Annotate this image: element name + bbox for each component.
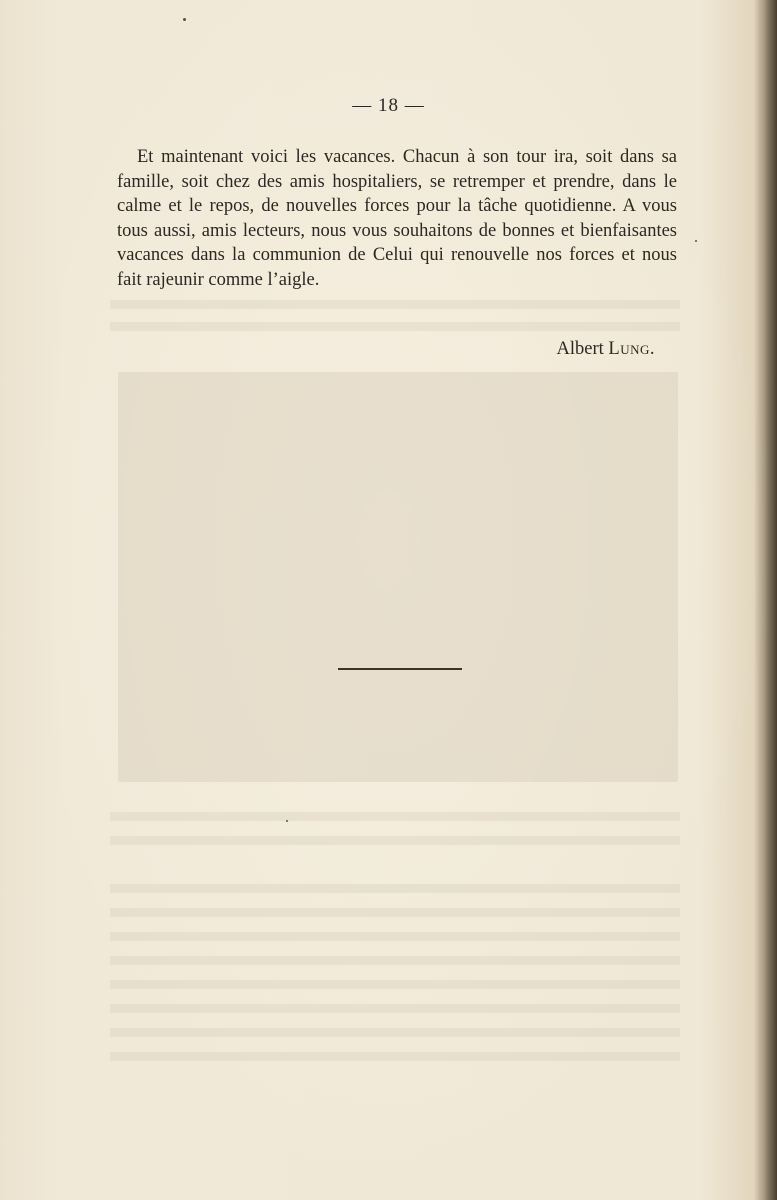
body-paragraph: Et maintenant voici les vacances. Chacun à son tour ira, soit dans sa famille, soit chez des amis hospitaliers, se retremper et prendre, dans le calme et le repos, de nouvelles forces pour la tâche quotidienne. A vous tous aussi, amis lecteurs, nous vous souhaitons de bonnes et bienfaisantes vacances dans la communion de Celui qui renouvelle nos forces et nous fait rajeunir comme l’aigle. <box>117 147 677 290</box>
bleed-through-line <box>110 1028 680 1037</box>
bleed-through-line <box>110 1052 680 1061</box>
signature-first-name: Albert <box>556 339 609 359</box>
bleed-through-line <box>110 908 680 917</box>
page-edge-shadow <box>765 0 777 1200</box>
page-number: — 18 — <box>352 95 425 116</box>
paper-speck <box>286 820 288 822</box>
signature <box>557 339 655 360</box>
bleed-through-line <box>110 956 680 965</box>
bleed-through-line <box>110 884 680 893</box>
bleed-through-line <box>110 1004 680 1013</box>
paper-speck <box>183 18 186 21</box>
bleed-through-shadow <box>118 372 678 782</box>
signature-last-name: Lung. <box>608 339 655 359</box>
separator-rule <box>338 668 462 670</box>
bleed-through-line <box>110 322 680 331</box>
bleed-through-line <box>110 932 680 941</box>
bleed-through-line <box>110 980 680 989</box>
bleed-through-line <box>110 812 680 821</box>
bleed-through-line <box>110 836 680 845</box>
bleed-through-line <box>110 300 680 309</box>
paper-speck <box>695 240 697 242</box>
